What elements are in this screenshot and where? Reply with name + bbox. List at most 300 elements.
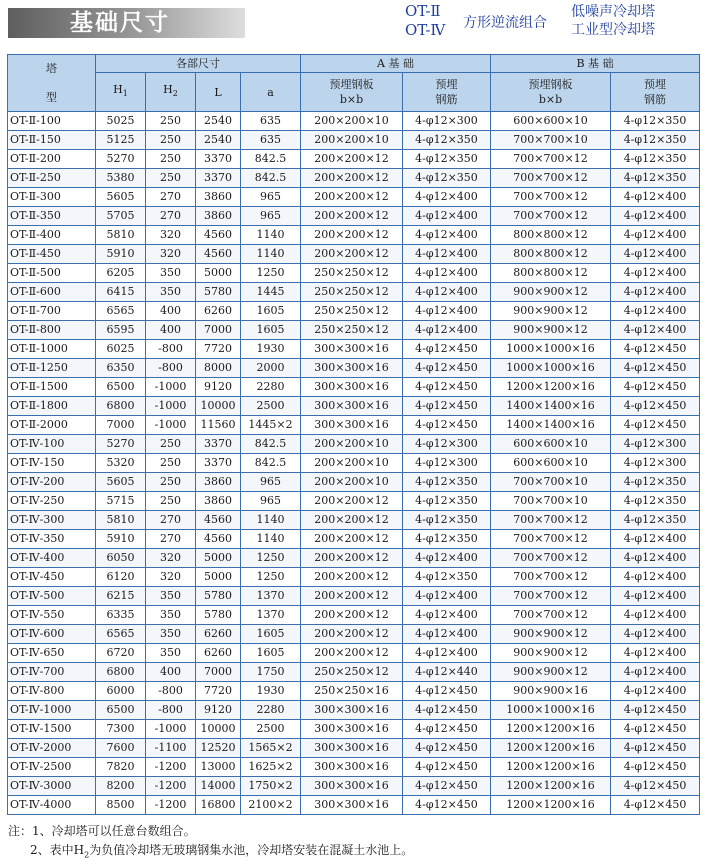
cell-a: 1445×2 (241, 416, 301, 435)
cell-h1: 5025 (96, 112, 146, 131)
cell-model: OT-Ⅱ-150 (8, 131, 96, 150)
table-row (8, 131, 700, 150)
cell-h2: 350 (146, 625, 196, 644)
cell-a-plate: 300×300×16 (301, 359, 403, 378)
cell-l: 3370 (196, 150, 241, 169)
cell-a: 635 (241, 131, 301, 150)
model-code-ot4: OT-Ⅳ (405, 21, 446, 39)
cell-h2: 250 (146, 492, 196, 511)
cell-a-plate: 200×200×10 (301, 112, 403, 131)
cell-b-rebar: 4-φ12×400 (611, 625, 700, 644)
cell-a-plate: 300×300×16 (301, 701, 403, 720)
cell-a-rebar: 4-φ12×350 (403, 150, 491, 169)
cell-a: 1750 (241, 663, 301, 682)
cell-h2: -1000 (146, 720, 196, 739)
cell-b-plate: 900×900×12 (491, 663, 611, 682)
cell-a-rebar: 4-φ12×450 (403, 739, 491, 758)
cell-a-plate: 300×300×16 (301, 777, 403, 796)
col-header-l: L (196, 73, 241, 112)
cell-l: 3860 (196, 492, 241, 511)
table-row (8, 625, 700, 644)
cell-l: 8000 (196, 359, 241, 378)
cell-h1: 5380 (96, 169, 146, 188)
cell-b-rebar: 4-φ12×400 (611, 682, 700, 701)
header-row-groups (8, 55, 700, 73)
cell-a: 1445 (241, 283, 301, 302)
cell-model: OT-Ⅳ-600 (8, 625, 96, 644)
cell-a: 2100×2 (241, 796, 301, 815)
cell-h2: 350 (146, 644, 196, 663)
cell-a: 1140 (241, 530, 301, 549)
col-header-b-plate: 预埋钢板 b×b (491, 73, 611, 112)
cell-a-rebar: 4-φ12×350 (403, 131, 491, 150)
cell-h2: -1100 (146, 739, 196, 758)
cell-b-plate: 700×700×12 (491, 530, 611, 549)
cell-a-rebar: 4-φ12×400 (403, 321, 491, 340)
tower-type-industrial: 工业型冷却塔 (571, 22, 655, 38)
cell-b-rebar: 4-φ12×400 (611, 663, 700, 682)
cell-a-rebar: 4-φ12×400 (403, 226, 491, 245)
cell-model: OT-Ⅳ-2500 (8, 758, 96, 777)
cell-a-rebar: 4-φ12×450 (403, 701, 491, 720)
col-header-b-rebar: 预埋 钢筋 (611, 73, 700, 112)
cell-h1: 7000 (96, 416, 146, 435)
model-code-ot2: OT-Ⅱ (405, 2, 441, 20)
cell-l: 5780 (196, 283, 241, 302)
cell-a-rebar: 4-φ12×400 (403, 625, 491, 644)
table-row (8, 587, 700, 606)
cell-model: OT-Ⅱ-1000 (8, 340, 96, 359)
cell-h2: -1200 (146, 777, 196, 796)
cell-h2: 320 (146, 245, 196, 264)
cell-a: 2280 (241, 701, 301, 720)
cell-b-rebar: 4-φ12×350 (611, 112, 700, 131)
table-row (8, 378, 700, 397)
cell-model: OT-Ⅱ-1250 (8, 359, 96, 378)
cell-model: OT-Ⅱ-500 (8, 264, 96, 283)
col-header-h1: $H_1$ (96, 73, 146, 112)
cell-model: OT-Ⅳ-700 (8, 663, 96, 682)
cell-h1: 6415 (96, 283, 146, 302)
cell-l: 11560 (196, 416, 241, 435)
cell-h1: 5910 (96, 530, 146, 549)
cell-a-plate: 200×200×12 (301, 606, 403, 625)
cell-l: 3370 (196, 169, 241, 188)
table-row (8, 150, 700, 169)
cell-model: OT-Ⅳ-3000 (8, 777, 96, 796)
header-row-columns (8, 73, 700, 112)
col-header-h2: $H_2$ (146, 73, 196, 112)
cell-a-plate: 200×200×12 (301, 625, 403, 644)
cell-a: 1565×2 (241, 739, 301, 758)
cell-h1: 6720 (96, 644, 146, 663)
table-row (8, 644, 700, 663)
cell-h1: 5810 (96, 511, 146, 530)
cell-a: 2280 (241, 378, 301, 397)
cell-l: 2540 (196, 131, 241, 150)
cell-b-rebar: 4-φ12×400 (611, 207, 700, 226)
note-1: 注：1、冷却塔可以任意台数组合。 (8, 824, 196, 838)
cell-h2: 400 (146, 302, 196, 321)
cell-l: 12520 (196, 739, 241, 758)
cell-h1: 5270 (96, 150, 146, 169)
cell-model: OT-Ⅱ-800 (8, 321, 96, 340)
cell-model: OT-Ⅱ-400 (8, 226, 96, 245)
cell-model: OT-Ⅳ-550 (8, 606, 96, 625)
cell-b-rebar: 4-φ12×350 (611, 131, 700, 150)
cell-b-plate: 900×900×12 (491, 321, 611, 340)
cell-h2: 250 (146, 112, 196, 131)
cell-b-plate: 1400×1400×16 (491, 416, 611, 435)
cell-a: 965 (241, 188, 301, 207)
cell-b-rebar: 4-φ12×400 (611, 587, 700, 606)
cell-h2: 270 (146, 207, 196, 226)
cell-a-plate: 200×200×12 (301, 207, 403, 226)
cell-h1: 7600 (96, 739, 146, 758)
cell-b-plate: 700×700×12 (491, 188, 611, 207)
cell-b-rebar: 4-φ12×450 (611, 397, 700, 416)
cell-a-rebar: 4-φ12×400 (403, 283, 491, 302)
cell-a-rebar: 4-φ12×350 (403, 530, 491, 549)
cell-a-rebar: 4-φ12×450 (403, 359, 491, 378)
cell-h1: 8200 (96, 777, 146, 796)
cell-h1: 6215 (96, 587, 146, 606)
tower-types (571, 3, 655, 39)
cell-model: OT-Ⅳ-650 (8, 644, 96, 663)
cell-b-plate: 700×700×12 (491, 568, 611, 587)
cell-b-plate: 1000×1000×16 (491, 359, 611, 378)
cell-h2: 270 (146, 530, 196, 549)
cell-l: 4560 (196, 530, 241, 549)
cell-a-rebar: 4-φ12×400 (403, 207, 491, 226)
cell-l: 6260 (196, 302, 241, 321)
group-header-foundation-a: A 基 础 (301, 55, 491, 73)
cell-b-plate: 800×800×12 (491, 245, 611, 264)
cell-model: OT-Ⅳ-450 (8, 568, 96, 587)
cell-b-rebar: 4-φ12×400 (611, 606, 700, 625)
table-row (8, 511, 700, 530)
table-row (8, 188, 700, 207)
table-row (8, 283, 700, 302)
table-row (8, 359, 700, 378)
cell-b-plate: 700×700×10 (491, 131, 611, 150)
cell-l: 10000 (196, 720, 241, 739)
cell-l: 5000 (196, 549, 241, 568)
cell-h2: 320 (146, 568, 196, 587)
cell-b-plate: 600×600×10 (491, 454, 611, 473)
cell-a-plate: 200×200×12 (301, 188, 403, 207)
cell-b-plate: 900×900×16 (491, 682, 611, 701)
cell-a-rebar: 4-φ12×400 (403, 587, 491, 606)
cell-a-plate: 200×200×12 (301, 644, 403, 663)
cell-h1: 6120 (96, 568, 146, 587)
cell-h1: 5705 (96, 207, 146, 226)
cell-a-plate: 200×200×10 (301, 131, 403, 150)
cell-b-rebar: 4-φ12×300 (611, 435, 700, 454)
cell-b-plate: 1000×1000×16 (491, 340, 611, 359)
cell-h2: -1000 (146, 378, 196, 397)
cell-h1: 5605 (96, 188, 146, 207)
cell-b-plate: 800×800×12 (491, 264, 611, 283)
cell-b-rebar: 4-φ12×400 (611, 549, 700, 568)
cell-a-rebar: 4-φ12×400 (403, 549, 491, 568)
cell-b-plate: 600×600×10 (491, 112, 611, 131)
table-row (8, 796, 700, 815)
cell-h1: 6595 (96, 321, 146, 340)
cell-b-rebar: 4-φ12×400 (611, 283, 700, 302)
cell-a-plate: 250×250×16 (301, 682, 403, 701)
cell-a-rebar: 4-φ12×400 (403, 188, 491, 207)
table-row (8, 568, 700, 587)
cell-a-rebar: 4-φ12×450 (403, 416, 491, 435)
table-row (8, 663, 700, 682)
cell-a-plate: 300×300×16 (301, 378, 403, 397)
table-row (8, 245, 700, 264)
cell-b-rebar: 4-φ12×300 (611, 454, 700, 473)
cell-l: 13000 (196, 758, 241, 777)
cell-h1: 5715 (96, 492, 146, 511)
cell-h1: 6000 (96, 682, 146, 701)
cell-b-plate: 1200×1200×16 (491, 739, 611, 758)
cell-a: 1605 (241, 644, 301, 663)
cell-b-plate: 1400×1400×16 (491, 397, 611, 416)
cell-h2: 250 (146, 169, 196, 188)
cell-b-rebar: 4-φ12×400 (611, 321, 700, 340)
cell-model: OT-Ⅳ-200 (8, 473, 96, 492)
table-row (8, 340, 700, 359)
cell-a: 1250 (241, 264, 301, 283)
cell-b-plate: 700×700×12 (491, 511, 611, 530)
cell-model: OT-Ⅱ-200 (8, 150, 96, 169)
table-row (8, 112, 700, 131)
cell-h1: 5320 (96, 454, 146, 473)
cell-a-rebar: 4-φ12×440 (403, 663, 491, 682)
cell-a-plate: 300×300×16 (301, 397, 403, 416)
cell-b-rebar: 4-φ12×450 (611, 378, 700, 397)
cell-l: 5000 (196, 568, 241, 587)
cell-a-plate: 200×200×10 (301, 435, 403, 454)
cell-a: 2500 (241, 720, 301, 739)
cell-h1: 6500 (96, 378, 146, 397)
cell-b-plate: 900×900×12 (491, 302, 611, 321)
cell-a-plate: 300×300×16 (301, 796, 403, 815)
cell-b-rebar: 4-φ12×400 (611, 644, 700, 663)
cell-b-plate: 1000×1000×16 (491, 701, 611, 720)
table-row (8, 302, 700, 321)
cell-model: OT-Ⅳ-250 (8, 492, 96, 511)
cell-l: 4560 (196, 245, 241, 264)
cell-a: 1930 (241, 340, 301, 359)
cell-l: 4560 (196, 226, 241, 245)
cell-a: 1605 (241, 321, 301, 340)
cell-h1: 6350 (96, 359, 146, 378)
cell-h1: 7820 (96, 758, 146, 777)
cell-l: 4560 (196, 511, 241, 530)
cell-b-rebar: 4-φ12×400 (611, 226, 700, 245)
cell-a-plate: 300×300×16 (301, 340, 403, 359)
cell-b-rebar: 4-φ12×400 (611, 188, 700, 207)
cell-l: 7000 (196, 321, 241, 340)
cell-a-plate: 200×200×10 (301, 473, 403, 492)
cell-a-plate: 200×200×12 (301, 530, 403, 549)
series-name: 方形逆流组合 (463, 15, 547, 31)
cell-a-plate: 200×200×12 (301, 549, 403, 568)
cell-l: 5000 (196, 264, 241, 283)
col-header-a-plate: 预埋钢板 b×b (301, 73, 403, 112)
cell-model: OT-Ⅱ-100 (8, 112, 96, 131)
cell-a: 1750×2 (241, 777, 301, 796)
cell-a-rebar: 4-φ12×350 (403, 511, 491, 530)
cell-h2: 270 (146, 188, 196, 207)
cell-a: 1370 (241, 606, 301, 625)
cell-h1: 5810 (96, 226, 146, 245)
cell-a-plate: 200×200×12 (301, 568, 403, 587)
cell-b-plate: 600×600×10 (491, 435, 611, 454)
cell-a: 2000 (241, 359, 301, 378)
cell-l: 5780 (196, 587, 241, 606)
title-banner (8, 8, 245, 38)
cell-l: 3860 (196, 473, 241, 492)
table-row (8, 454, 700, 473)
cell-a: 1370 (241, 587, 301, 606)
col-header-model: 塔 型 (8, 55, 96, 112)
cell-h2: -800 (146, 359, 196, 378)
cell-a-rebar: 4-φ12×400 (403, 245, 491, 264)
cell-a-rebar: 4-φ12×450 (403, 720, 491, 739)
cell-b-plate: 900×900×12 (491, 283, 611, 302)
table-row (8, 264, 700, 283)
foundation-dimensions-table (7, 54, 700, 815)
cell-b-rebar: 4-φ12×350 (611, 473, 700, 492)
cell-l: 3860 (196, 188, 241, 207)
cell-b-rebar: 4-φ12×450 (611, 777, 700, 796)
cell-b-plate: 1200×1200×16 (491, 758, 611, 777)
cell-model: OT-Ⅳ-2000 (8, 739, 96, 758)
cell-a: 842.5 (241, 169, 301, 188)
cell-h2: 350 (146, 606, 196, 625)
cell-l: 5780 (196, 606, 241, 625)
cell-b-rebar: 4-φ12×450 (611, 340, 700, 359)
cell-model: OT-Ⅱ-450 (8, 245, 96, 264)
cell-h2: 400 (146, 663, 196, 682)
cell-h2: 350 (146, 587, 196, 606)
cell-a-plate: 200×200×12 (301, 226, 403, 245)
cell-b-plate: 700×700×12 (491, 207, 611, 226)
cell-a: 842.5 (241, 454, 301, 473)
cell-model: OT-Ⅱ-2000 (8, 416, 96, 435)
cell-l: 7720 (196, 340, 241, 359)
cell-a-rebar: 4-φ12×350 (403, 568, 491, 587)
cell-model: OT-Ⅳ-4000 (8, 796, 96, 815)
cell-model: OT-Ⅱ-600 (8, 283, 96, 302)
col-header-a-rebar: 预埋 钢筋 (403, 73, 491, 112)
cell-a-plate: 250×250×12 (301, 302, 403, 321)
cell-model: OT-Ⅱ-350 (8, 207, 96, 226)
cell-h1: 6800 (96, 397, 146, 416)
cell-h1: 5125 (96, 131, 146, 150)
cell-model: OT-Ⅳ-1500 (8, 720, 96, 739)
cell-h2: 320 (146, 549, 196, 568)
cell-a-plate: 300×300×16 (301, 739, 403, 758)
cell-h1: 6800 (96, 663, 146, 682)
cell-b-plate: 1200×1200×16 (491, 720, 611, 739)
cell-h2: -800 (146, 701, 196, 720)
cell-h1: 5270 (96, 435, 146, 454)
cell-h2: -1000 (146, 397, 196, 416)
cell-a-plate: 200×200×12 (301, 511, 403, 530)
cell-a-rebar: 4-φ12×400 (403, 644, 491, 663)
cell-a-rebar: 4-φ12×400 (403, 264, 491, 283)
cell-h2: 320 (146, 226, 196, 245)
cell-a: 1605 (241, 302, 301, 321)
cell-h1: 5910 (96, 245, 146, 264)
cell-a-rebar: 4-φ12×450 (403, 682, 491, 701)
cell-a: 1930 (241, 682, 301, 701)
tower-type-low-noise: 低噪声冷却塔 (571, 4, 655, 20)
cell-a-plate: 250×250×12 (301, 283, 403, 302)
cell-a-plate: 300×300×16 (301, 758, 403, 777)
cell-b-plate: 700×700×12 (491, 587, 611, 606)
cell-h2: 250 (146, 454, 196, 473)
cell-a-rebar: 4-φ12×400 (403, 302, 491, 321)
cell-h2: 250 (146, 131, 196, 150)
cell-h1: 5605 (96, 473, 146, 492)
cell-l: 10000 (196, 397, 241, 416)
cell-a-plate: 250×250×12 (301, 663, 403, 682)
cell-h2: 350 (146, 264, 196, 283)
cell-a-rebar: 4-φ12×450 (403, 777, 491, 796)
cell-a-rebar: 4-φ12×350 (403, 492, 491, 511)
cell-model: OT-Ⅳ-400 (8, 549, 96, 568)
cell-a-plate: 250×250×12 (301, 321, 403, 340)
cell-b-plate: 800×800×12 (491, 226, 611, 245)
table-row (8, 739, 700, 758)
cell-b-plate: 700×700×10 (491, 473, 611, 492)
col-header-a: a (241, 73, 301, 112)
cell-a-rebar: 4-φ12×400 (403, 606, 491, 625)
cell-h1: 6565 (96, 302, 146, 321)
table-row (8, 416, 700, 435)
group-header-foundation-b: B 基 础 (491, 55, 700, 73)
cell-model: OT-Ⅱ-300 (8, 188, 96, 207)
cell-h1: 6565 (96, 625, 146, 644)
group-header-dimensions: 各部尺寸 (96, 55, 301, 73)
cell-l: 9120 (196, 378, 241, 397)
table-row (8, 530, 700, 549)
cell-a-plate: 200×200×12 (301, 245, 403, 264)
cell-a-plate: 200×200×12 (301, 169, 403, 188)
model-codes (405, 2, 445, 40)
cell-h1: 6050 (96, 549, 146, 568)
cell-a: 635 (241, 112, 301, 131)
cell-b-plate: 700×700×12 (491, 169, 611, 188)
cell-b-rebar: 4-φ12×400 (611, 264, 700, 283)
cell-h2: -1200 (146, 758, 196, 777)
cell-a-plate: 250×250×12 (301, 264, 403, 283)
table-row (8, 682, 700, 701)
cell-a: 965 (241, 473, 301, 492)
cell-b-rebar: 4-φ12×450 (611, 739, 700, 758)
cell-a-plate: 300×300×16 (301, 416, 403, 435)
cell-a: 1250 (241, 568, 301, 587)
cell-b-rebar: 4-φ12×450 (611, 758, 700, 777)
table-row (8, 226, 700, 245)
cell-h2: 350 (146, 283, 196, 302)
cell-model: OT-Ⅳ-150 (8, 454, 96, 473)
cell-l: 16800 (196, 796, 241, 815)
cell-a: 842.5 (241, 435, 301, 454)
cell-b-rebar: 4-φ12×450 (611, 720, 700, 739)
